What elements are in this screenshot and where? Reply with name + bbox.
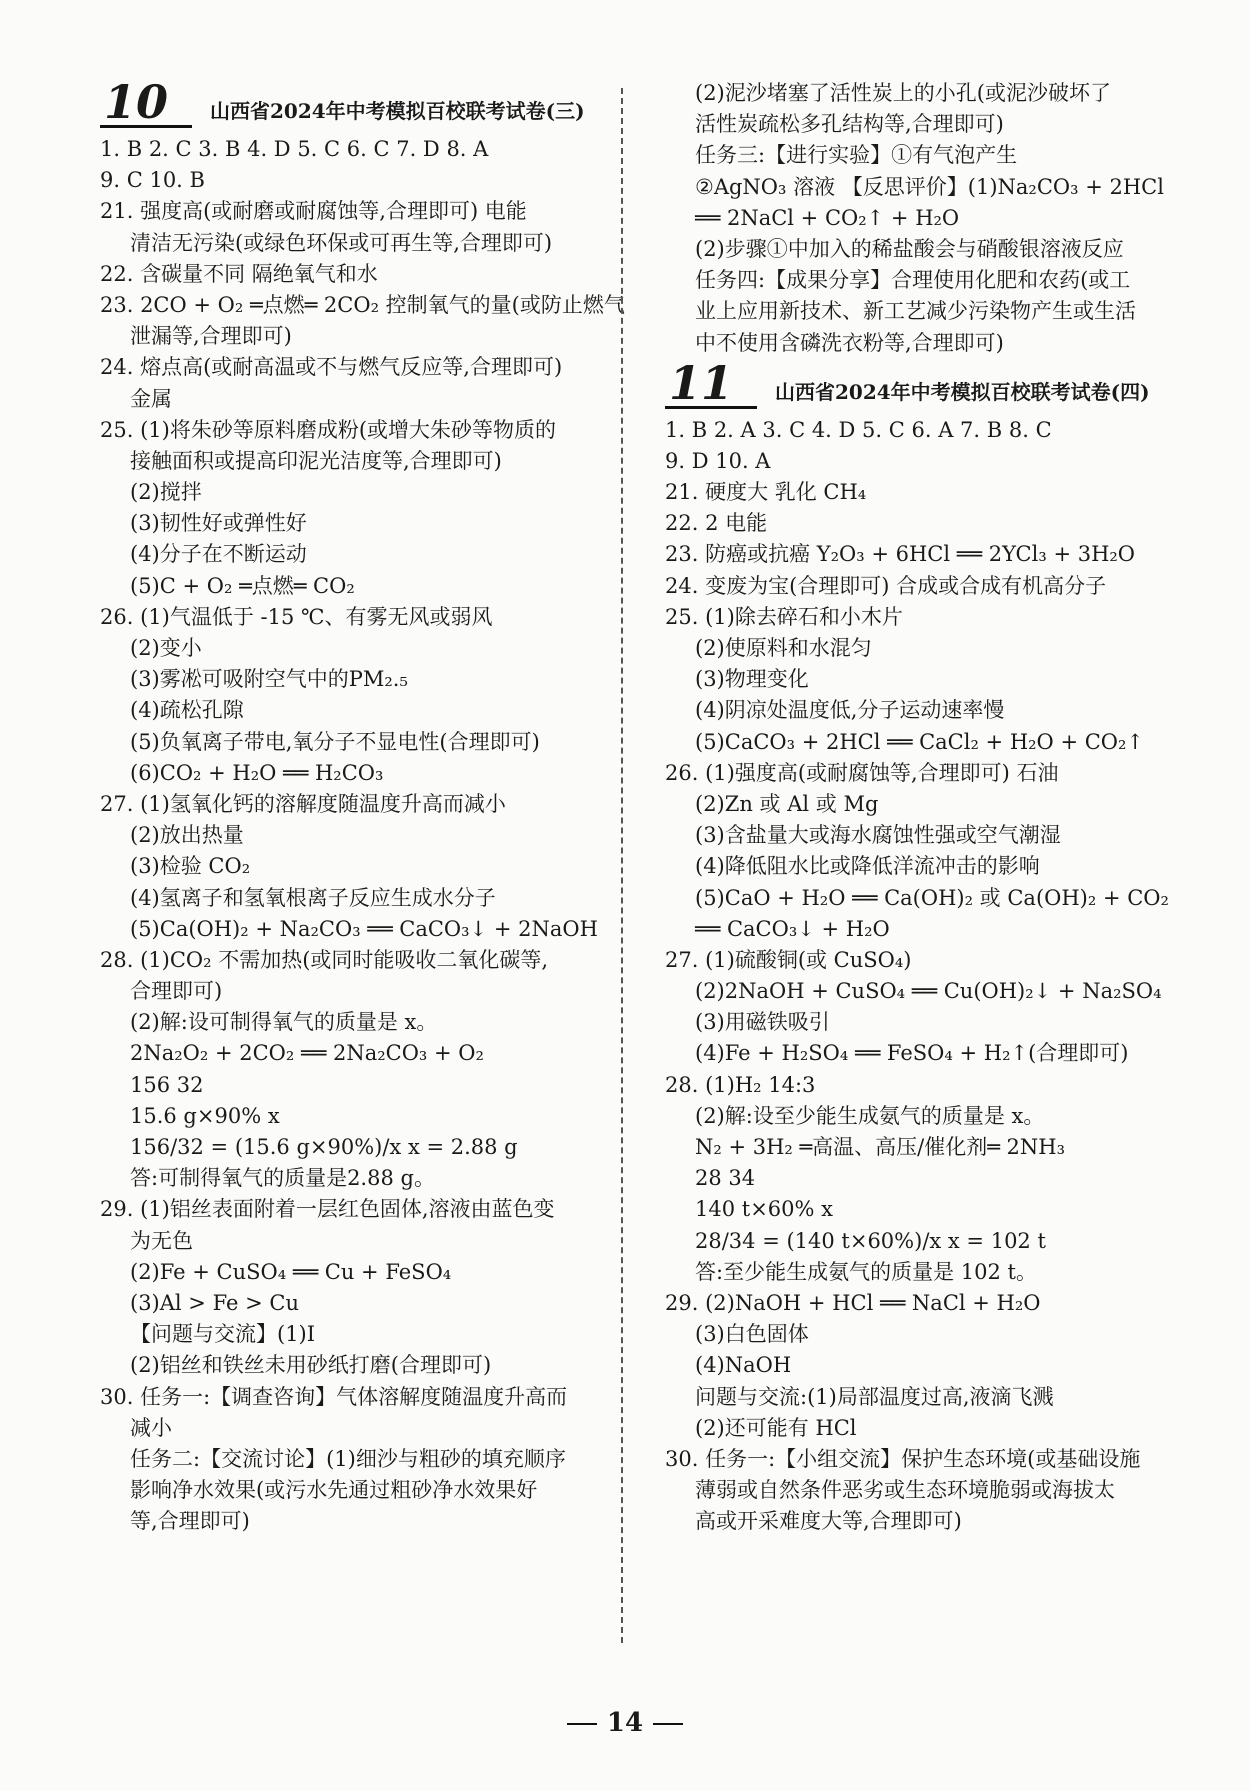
answer-line: (3)含盐量大或海水腐蚀性强或空气潮湿 <box>695 823 1061 848</box>
answer-line: (5)CaCO₃ + 2HCl ══ CaCl₂ + H₂O + CO₂↑ <box>695 729 1145 754</box>
answer-line: 30. 任务一:【小组交流】保护生态环境(或基础设施 <box>665 1446 1141 1471</box>
answer-line: 减小 <box>130 1415 172 1440</box>
answer-line: 答:至少能生成氨气的质量是 102 t。 <box>695 1259 1037 1284</box>
answer-line: 清洁无污染(或绿色环保或可再生等,合理即可) <box>130 230 553 255</box>
answer-line: (2)步骤①中加入的稀盐酸会与硝酸银溶液反应 <box>695 236 1124 261</box>
answer-line: ══ CaCO₃↓ + H₂O <box>695 916 890 941</box>
section-title: 山西省2024年中考模拟百校联考试卷(三) <box>210 99 585 123</box>
answer-line: 28. (1)CO₂ 不需加热(或同时能吸收二氧化碳等, <box>100 947 549 972</box>
answer-line: (2)搅拌 <box>130 480 202 505</box>
answer-line: (2)使原料和水混匀 <box>695 636 872 660</box>
answer-line: (2)解:设至少能生成氨气的质量是 x。 <box>695 1103 1045 1128</box>
answer-line: 9. D 10. A <box>665 448 771 473</box>
answer-line: ②AgNO₃ 溶液 【反思评价】(1)Na₂CO₃ + 2HCl <box>695 174 1164 199</box>
answer-line: 任务二:【交流讨论】(1)细沙与粗砂的填充顺序 <box>130 1446 566 1471</box>
answer-line: 合理即可) <box>130 979 223 1004</box>
answer-line: 2Na₂O₂ + 2CO₂ ══ 2Na₂CO₃ + O₂ <box>130 1041 484 1066</box>
footer-dash <box>653 1723 683 1725</box>
answer-line: 21. 硬度大 乳化 CH₄ <box>665 480 867 505</box>
answer-line: (2)还可能有 HCl <box>695 1415 857 1440</box>
answer-line: 泄漏等,合理即可) <box>130 324 292 349</box>
answer-list <box>100 134 625 1537</box>
answer-line: (5)负氧离子带电,氧分子不显电性(合理即可) <box>130 729 540 754</box>
answer-line: (5)C + O₂ ═点燃═ CO₂ <box>130 573 355 598</box>
answer-line: (3)检验 CO₂ <box>130 854 251 879</box>
answer-line: (4)疏松孔隙 <box>130 698 244 723</box>
answer-list <box>665 78 1185 359</box>
answer-line: 156 32 <box>130 1072 204 1097</box>
answer-line: (4)降低阻水比或降低洋流冲击的影响 <box>695 854 1040 879</box>
answer-line: (4)NaOH <box>695 1353 792 1378</box>
answer-line: 接触面积或提高印泥光洁度等,合理即可) <box>130 448 502 473</box>
answer-line: 金属 <box>130 386 172 411</box>
section-header-10 <box>100 75 620 134</box>
answer-line: 影响净水效果(或污水先通过粗砂净水效果好 <box>130 1478 538 1503</box>
answer-line: (3)白色固体 <box>695 1322 809 1347</box>
answer-line: 等,合理即可) <box>130 1509 250 1534</box>
answer-line: 28 34 <box>695 1166 756 1191</box>
answer-line: (2)解:设可制得氧气的质量是 x。 <box>130 1010 438 1035</box>
footer-dash <box>567 1723 597 1725</box>
answer-line: 答:可制得氧气的质量是2.88 g。 <box>130 1166 435 1191</box>
answer-line: (2)铝丝和铁丝未用砂纸打磨(合理即可) <box>130 1353 492 1378</box>
section-number: 10 <box>100 79 192 128</box>
answer-line: 高或开采难度大等,合理即可) <box>695 1509 962 1534</box>
answer-line: (2)Fe + CuSO₄ ══ Cu + FeSO₄ <box>130 1259 452 1284</box>
page-number: 14 <box>606 1708 644 1738</box>
answer-line: (5)CaO + H₂O ══ Ca(OH)₂ 或 Ca(OH)₂ + CO₂ <box>695 885 1169 910</box>
answer-line: 15.6 g×90% x <box>130 1103 280 1128</box>
answer-line: 薄弱或自然条件恶劣或生态环境脆弱或海拔太 <box>695 1478 1115 1503</box>
answer-line: 28. (1)H₂ 14:3 <box>665 1072 816 1097</box>
answer-line: (3)雾凇可吸附空气中的PM₂.₅ <box>130 667 408 692</box>
page-footer <box>0 1708 1250 1738</box>
answer-line: 27. (1)硫酸铜(或 CuSO₄) <box>665 947 912 972</box>
answer-line: (4)Fe + H₂SO₄ ══ FeSO₄ + H₂↑(合理即可) <box>695 1041 1129 1066</box>
answer-line: 23. 防癌或抗癌 Y₂O₃ + 6HCl ══ 2YCl₃ + 3H₂O <box>665 542 1136 567</box>
answer-line: (3)Al > Fe > Cu <box>130 1290 299 1315</box>
answer-line: (4)分子在不断运动 <box>130 542 307 567</box>
answer-line: (4)氢离子和氢氧根离子反应生成水分子 <box>130 885 496 910</box>
answer-line: 9. C 10. B <box>100 168 205 193</box>
answer-line: (2)2NaOH + CuSO₄ ══ Cu(OH)₂↓ + Na₂SO₄ <box>695 979 1162 1004</box>
answer-line: 任务四:【成果分享】合理使用化肥和农药(或工 <box>695 268 1131 293</box>
answer-line: 26. (1)强度高(或耐腐蚀等,合理即可) 石油 <box>665 760 1059 785</box>
answer-line: 1. B 2. C 3. B 4. D 5. C 6. C 7. D 8. A <box>100 137 489 161</box>
answer-line: 【问题与交流】(1)I <box>130 1322 316 1347</box>
section-header-11 <box>665 355 1185 415</box>
answer-line: (3)用磁铁吸引 <box>695 1010 830 1035</box>
answer-line: 29. (1)铝丝表面附着一层红色固体,溶液由蓝色变 <box>100 1197 555 1222</box>
answer-line: (2)放出热量 <box>130 823 244 848</box>
answer-line: 为无色 <box>130 1228 193 1253</box>
answer-line: 24. 变废为宝(合理即可) 合成或合成有机高分子 <box>665 573 1107 598</box>
section-number: 11 <box>665 360 757 409</box>
answer-line: 1. B 2. A 3. C 4. D 5. C 6. A 7. B 8. C <box>665 417 1052 442</box>
answer-line: 30. 任务一:【调查咨询】气体溶解度随温度升高而 <box>100 1384 568 1409</box>
answer-line: 23. 2CO + O₂ ═点燃═ 2CO₂ 控制氧气的量(或防止燃气 <box>100 292 625 317</box>
answer-line: (2)变小 <box>130 636 202 660</box>
section-title: 山西省2024年中考模拟百校联考试卷(四) <box>775 379 1150 404</box>
answer-line: 22. 含碳量不同 隔绝氧气和水 <box>100 261 378 286</box>
answer-line: (2)Zn 或 Al 或 Mg <box>695 791 879 816</box>
answer-line: 25. (1)将朱砂等原料磨成粉(或增大朱砂等物质的 <box>100 417 557 442</box>
answer-line: 26. (1)气温低于 -15 ℃、有雾无风或弱风 <box>100 604 493 629</box>
answer-line: 27. (1)氢氧化钙的溶解度随温度升高而减小 <box>100 791 506 816</box>
right-column <box>665 78 1185 1537</box>
column-divider <box>621 88 623 1643</box>
answer-line: 中不使用含磷洗衣粉等,合理即可) <box>695 330 1004 355</box>
answer-line: (5)Ca(OH)₂ + Na₂CO₃ ══ CaCO₃↓ + 2NaOH <box>130 916 598 941</box>
answer-line: 156/32 = (15.6 g×90%)/x x = 2.88 g <box>130 1135 518 1159</box>
answer-line: (2)泥沙堵塞了活性炭上的小孔(或泥沙破坏了 <box>695 81 1111 105</box>
answer-line: (3)物理变化 <box>695 667 809 692</box>
answer-line: 24. 熔点高(或耐高温或不与燃气反应等,合理即可) <box>100 355 563 380</box>
answer-line: 28/34 = (140 t×60%)/x x = 102 t <box>695 1228 1046 1253</box>
answer-line: 29. (2)NaOH + HCl ══ NaCl + H₂O <box>665 1290 1041 1315</box>
answer-line: (3)韧性好或弹性好 <box>130 511 307 536</box>
answer-list <box>665 415 1185 1538</box>
answer-line: ══ 2NaCl + CO₂↑ + H₂O <box>695 205 960 230</box>
answer-line: 业上应用新技术、新工艺减少污染物产生或生活 <box>695 299 1136 324</box>
answer-line: (4)阴凉处温度低,分子运动速率慢 <box>695 698 1005 723</box>
answer-line: 25. (1)除去碎石和小木片 <box>665 604 903 629</box>
answer-line: 活性炭疏松多孔结构等,合理即可) <box>695 112 1004 137</box>
answer-line: 22. 2 电能 <box>665 511 768 536</box>
answer-line: 21. 强度高(或耐磨或耐腐蚀等,合理即可) 电能 <box>100 199 527 224</box>
answer-line: N₂ + 3H₂ ═高温、高压/催化剂═ 2NH₃ <box>695 1135 1066 1159</box>
answer-line: 任务三:【进行实验】①有气泡产生 <box>695 143 1018 168</box>
answer-line: 140 t×60% x <box>695 1197 833 1222</box>
left-column <box>100 75 625 1537</box>
answer-line: (6)CO₂ + H₂O ══ H₂CO₃ <box>130 760 384 785</box>
answer-line: 问题与交流:(1)局部温度过高,液滴飞溅 <box>695 1384 1054 1409</box>
